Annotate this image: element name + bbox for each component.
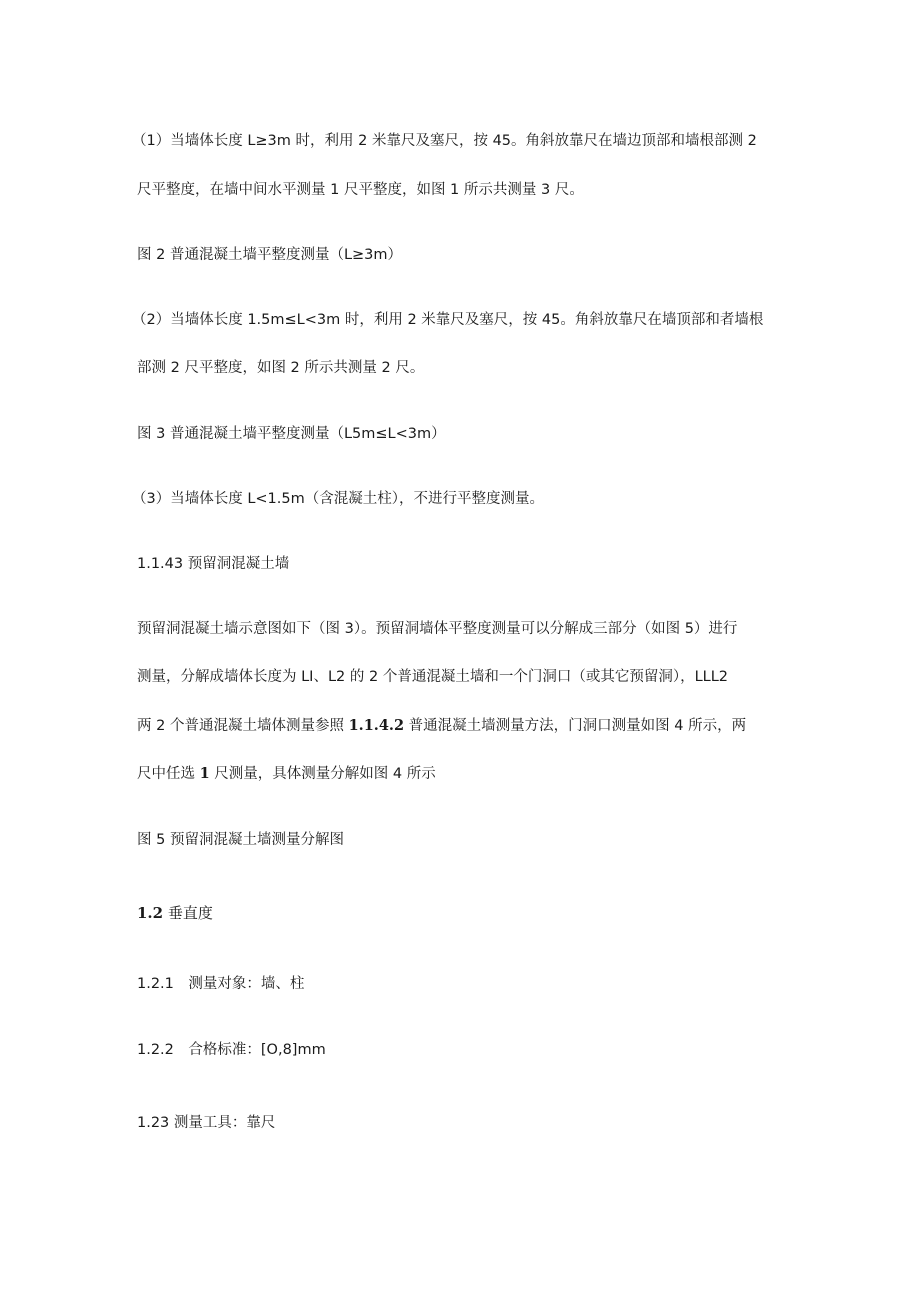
para4-line4-text-c: 尺测量，具体测量分解如图 4 所示 <box>209 766 436 782</box>
section-12-number: 1.2 <box>137 904 164 922</box>
para1-line2: 尺平整度，在墙中间水平测量 1 尺平整度，如图 1 所示共测量 3 尺。 <box>137 182 584 198</box>
ruler-count: 1 <box>199 765 210 782</box>
para4-line4-text-a: 尺中任选 <box>137 766 200 782</box>
para2-line2: 部测 2 尺平整度，如图 2 所示共测量 2 尺。 <box>137 360 425 376</box>
section-12-heading <box>137 903 213 923</box>
figure-2-caption: 图 2 普通混凝土墙平整度测量（L≥3m） <box>137 247 403 263</box>
figure-3-caption: 图 3 普通混凝土墙平整度测量（L5m≤L<3m） <box>137 426 446 442</box>
para1-line1: （1）当墙体长度 L≥3m 时，利用 2 米靠尺及塞尺，按 45。角斜放靠尺在墙边顶部和墙根部测 2 <box>132 133 757 149</box>
para4-line4 <box>137 764 436 784</box>
para2-line1: （2）当墙体长度 1.5m≤L<3m 时，利用 2 米靠尺及塞尺，按 45。角斜放靠尺在墙顶部和者墙根 <box>132 312 764 328</box>
item-123: 1.23 测量工具：靠尺 <box>137 1115 276 1131</box>
section-reference: 1.1.4.2 <box>348 717 405 734</box>
para4-line3 <box>137 716 746 736</box>
item-122: 1.2.2 合格标准：[O,8]mm <box>137 1042 326 1058</box>
para4-line1: 预留洞混凝土墙示意图如下（图 3）。预留洞墙体平整度测量可以分解成三部分（如图 5）进行 <box>137 621 738 637</box>
item-121: 1.2.1 测量对象：墙、柱 <box>137 976 305 992</box>
para4-line3-text-c: 普通混凝土墙测量方法，门洞口测量如图 4 所示，两 <box>404 718 747 734</box>
para4-line2: 测量，分解成墙体长度为 LI、L2 的 2 个普通混凝土墙和一个门洞口（或其它预留洞），LLL2 <box>137 669 729 685</box>
figure-5-caption: 图 5 预留洞混凝土墙测量分解图 <box>137 832 344 848</box>
para3: （3）当墙体长度 L<1.5m（含混凝土柱），不进行平整度测量。 <box>132 491 544 507</box>
section-1143-heading: 1.1.43 预留洞混凝土墙 <box>137 556 290 572</box>
section-12-title: 垂直度 <box>163 904 213 922</box>
para4-line3-text-a: 两 2 个普通混凝土墙体测量参照 <box>137 718 349 734</box>
